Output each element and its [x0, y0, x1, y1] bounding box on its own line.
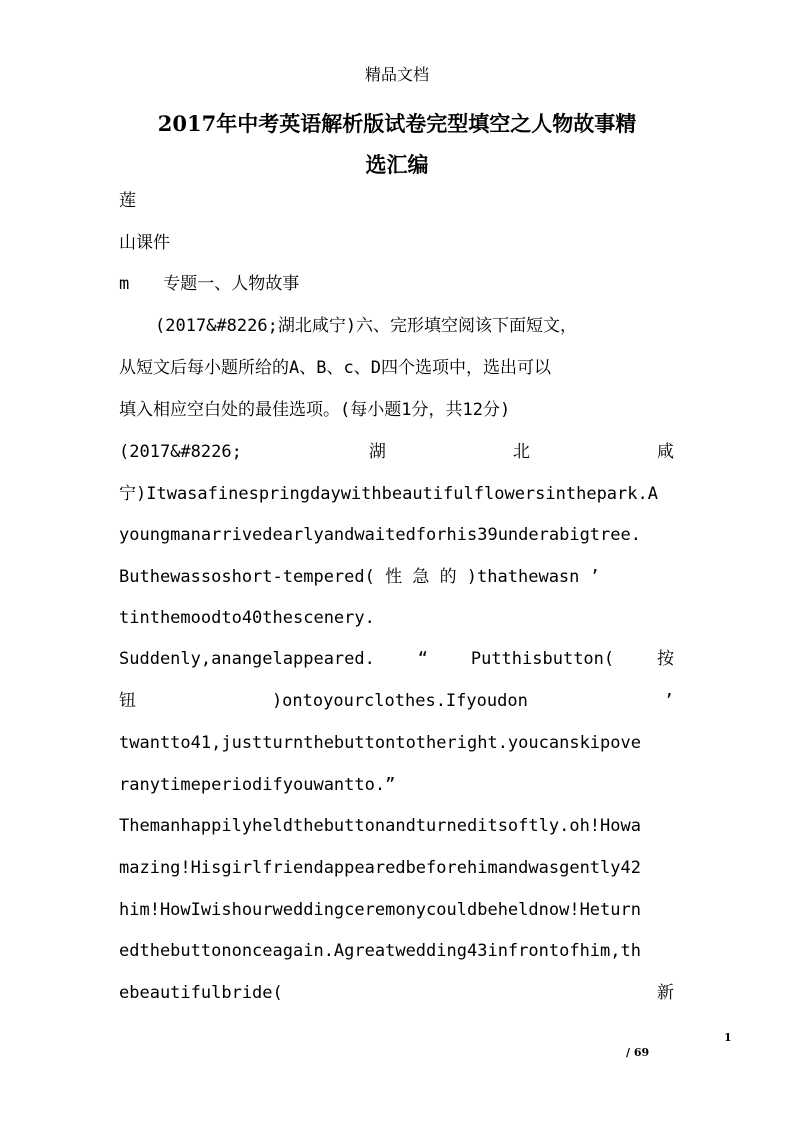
- text-line: 山课件: [119, 233, 170, 253]
- text-line: tinthemoodto40thescenery.: [119, 608, 375, 628]
- text-line: youngmanarrivedearlyandwaitedforhis39underabigtree.: [119, 525, 641, 545]
- text-line: 莲: [119, 191, 136, 211]
- text-line: mazing!Hisgirlfriendappearedbeforehimandwasgently42: [119, 858, 641, 878]
- text-segment: )ontoyourclothes.Ifyoudon: [271, 691, 528, 711]
- text-line: Themanhappilyheldthebuttonandturneditsoftly.oh!Howa: [119, 816, 641, 836]
- text-segment: 北: [512, 442, 530, 462]
- text-segment: Putthisbutton(: [470, 649, 615, 669]
- page-total: / 69: [626, 1046, 650, 1059]
- text-segment: 钮: [119, 691, 136, 711]
- text-line-justified: [119, 441, 674, 463]
- document-header: 精品文档: [364, 65, 429, 84]
- text-line: 填入相应空白处的最佳选项。(每小题1分，共12分): [119, 400, 511, 420]
- text-line-justified: [119, 648, 674, 670]
- text-segment: “: [417, 649, 428, 669]
- text-line: edthebuttononceagain.Agreatwedding43infrontofhim,th: [119, 941, 641, 961]
- text-segment: (2017&#8226;: [119, 442, 242, 462]
- text-line: twantto41,justturnthebuttontotheright.youcanskipove: [119, 733, 641, 753]
- document-title-line-1: 2017年中考英语解析版试卷完型填空之人物故事精: [157, 111, 637, 136]
- text-segment: 湖: [368, 442, 386, 462]
- document-title-line-2: 选汇编: [365, 152, 429, 177]
- text-segment: Suddenly,anangelappeared.: [119, 649, 375, 669]
- page-number: 1: [724, 1031, 732, 1044]
- text-segment: ebeautifulbride(: [119, 983, 283, 1003]
- text-segment: 新: [657, 983, 674, 1003]
- text-segment: 咸: [656, 442, 674, 462]
- text-line: 宁)Itwasafinespringdaywithbeautifulflowersinthepark.A: [119, 484, 658, 504]
- text-line: (2017&#8226;湖北咸宁)六、完形填空阅该下面短文，: [155, 316, 578, 336]
- text-line: him!HowIwishourweddingceremonycouldbeheldnow!Heturn: [119, 900, 641, 920]
- text-line: ranytimeperiodifyouwantto.”: [119, 775, 396, 795]
- text-line: m 专题一、人物故事: [119, 274, 300, 294]
- text-segment: ’: [663, 691, 674, 711]
- text-line-justified: [119, 690, 674, 712]
- text-line: 从短文后每小题所给的A、B、c、D四个选项中，选出可以: [119, 358, 551, 378]
- text-segment: 按: [657, 649, 674, 669]
- text-line: Buthewassoshort-tempered( 性 急 的 )thathewasn ’: [119, 567, 600, 587]
- text-line-justified: [119, 982, 674, 1004]
